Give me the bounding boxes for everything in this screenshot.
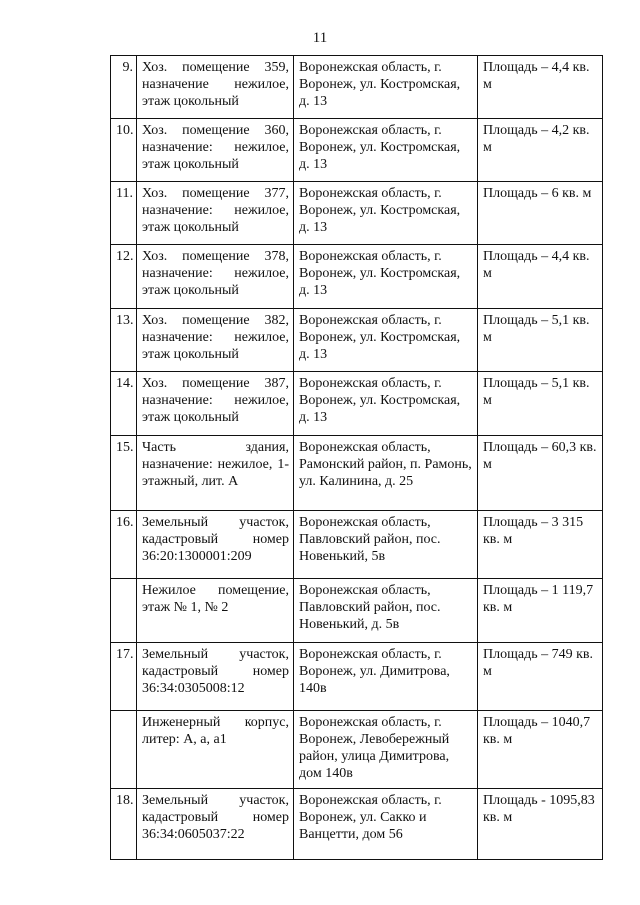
property-area: Площадь – 6 кв. м xyxy=(478,182,603,245)
row-number xyxy=(111,711,137,789)
property-name: Хоз. помещение 377, назначение: нежилое, этаж цокольный xyxy=(137,182,294,245)
table-row xyxy=(111,309,603,372)
row-number: 11. xyxy=(111,182,137,245)
property-name: Хоз. помещение 378, назначение: нежилое, этаж цокольный xyxy=(137,245,294,309)
property-name: Хоз. помещение 382, назначение: нежилое, этаж цокольный xyxy=(137,309,294,372)
row-number: 13. xyxy=(111,309,137,372)
property-address: Воронежская область, г. Воронеж, ул. Костромская, д. 13 xyxy=(294,119,478,182)
property-name: Земельный участок, кадастровый номер 36:34:0305008:12 xyxy=(137,643,294,711)
table-row xyxy=(111,372,603,436)
table-row xyxy=(111,56,603,119)
property-area: Площадь – 4,4 кв. м xyxy=(478,56,603,119)
property-address: Воронежская область, Рамонский район, п. Рамонь, ул. Калинина, д. 25 xyxy=(294,436,478,511)
table-row xyxy=(111,643,603,711)
property-area: Площадь – 1040,7 кв. м xyxy=(478,711,603,789)
property-address: Воронежская область, г. Воронеж, ул. Костромская, д. 13 xyxy=(294,372,478,436)
property-address: Воронежская область, г. Воронеж, ул. Костромская, д. 13 xyxy=(294,182,478,245)
row-number: 14. xyxy=(111,372,137,436)
page-number: 11 xyxy=(312,30,328,46)
property-address: Воронежская область, Павловский район, пос. Новенький, д. 5в xyxy=(294,579,478,643)
property-area: Площадь – 3 315 кв. м xyxy=(478,511,603,579)
property-name: Хоз. помещение 387, назначение: нежилое, этаж цокольный xyxy=(137,372,294,436)
property-name: Земельный участок, кадастровый номер 36:20:1300001:209 xyxy=(137,511,294,579)
property-name: Часть здания, назначение: нежилое, 1- этажный, лит. А xyxy=(137,436,294,511)
property-name: Земельный участок, кадастровый номер 36:34:0605037:22 xyxy=(137,789,294,860)
row-number: 17. xyxy=(111,643,137,711)
property-address: Воронежская область, г. Воронеж, ул. Костромская, д. 13 xyxy=(294,245,478,309)
property-area: Площадь – 5,1 кв. м xyxy=(478,309,603,372)
row-number: 9. xyxy=(111,56,137,119)
property-area: Площадь – 749 кв. м xyxy=(478,643,603,711)
property-name: Хоз. помещение 360, назначение: нежилое, этаж цокольный xyxy=(137,119,294,182)
table-row xyxy=(111,711,603,789)
table-row xyxy=(111,182,603,245)
property-area: Площадь – 4,2 кв. м xyxy=(478,119,603,182)
property-area: Площадь – 60,3 кв. м xyxy=(478,436,603,511)
table-row xyxy=(111,119,603,182)
table-row xyxy=(111,579,603,643)
row-number xyxy=(111,579,137,643)
property-address: Воронежская область, г. Воронеж, Левобережный район, улица Димитрова, дом 140в xyxy=(294,711,478,789)
table-row xyxy=(111,789,603,860)
table-row xyxy=(111,436,603,511)
property-name: Хоз. помещение 359, назначение нежилое, этаж цокольный xyxy=(137,56,294,119)
row-number: 10. xyxy=(111,119,137,182)
row-number: 12. xyxy=(111,245,137,309)
property-table xyxy=(110,55,603,860)
property-area: Площадь - 1095,83 кв. м xyxy=(478,789,603,860)
table-row xyxy=(111,511,603,579)
property-area: Площадь – 1 119,7 кв. м xyxy=(478,579,603,643)
row-number: 15. xyxy=(111,436,137,511)
table-row xyxy=(111,245,603,309)
row-number: 18. xyxy=(111,789,137,860)
property-name: Инженерный корпус, литер: А, а, а1 xyxy=(137,711,294,789)
property-area: Площадь – 5,1 кв. м xyxy=(478,372,603,436)
property-address: Воронежская область, г. Воронеж, ул. Димитрова, 140в xyxy=(294,643,478,711)
property-area: Площадь – 4,4 кв. м xyxy=(478,245,603,309)
property-address: Воронежская область, г. Воронеж, ул. Костромская, д. 13 xyxy=(294,309,478,372)
property-address: Воронежская область, Павловский район, пос. Новенький, 5в xyxy=(294,511,478,579)
property-name: Нежилое помещение, этаж № 1, № 2 xyxy=(137,579,294,643)
property-address: Воронежская область, г. Воронеж, ул. Сакко и Ванцетти, дом 56 xyxy=(294,789,478,860)
row-number: 16. xyxy=(111,511,137,579)
property-address: Воронежская область, г. Воронеж, ул. Костромская, д. 13 xyxy=(294,56,478,119)
